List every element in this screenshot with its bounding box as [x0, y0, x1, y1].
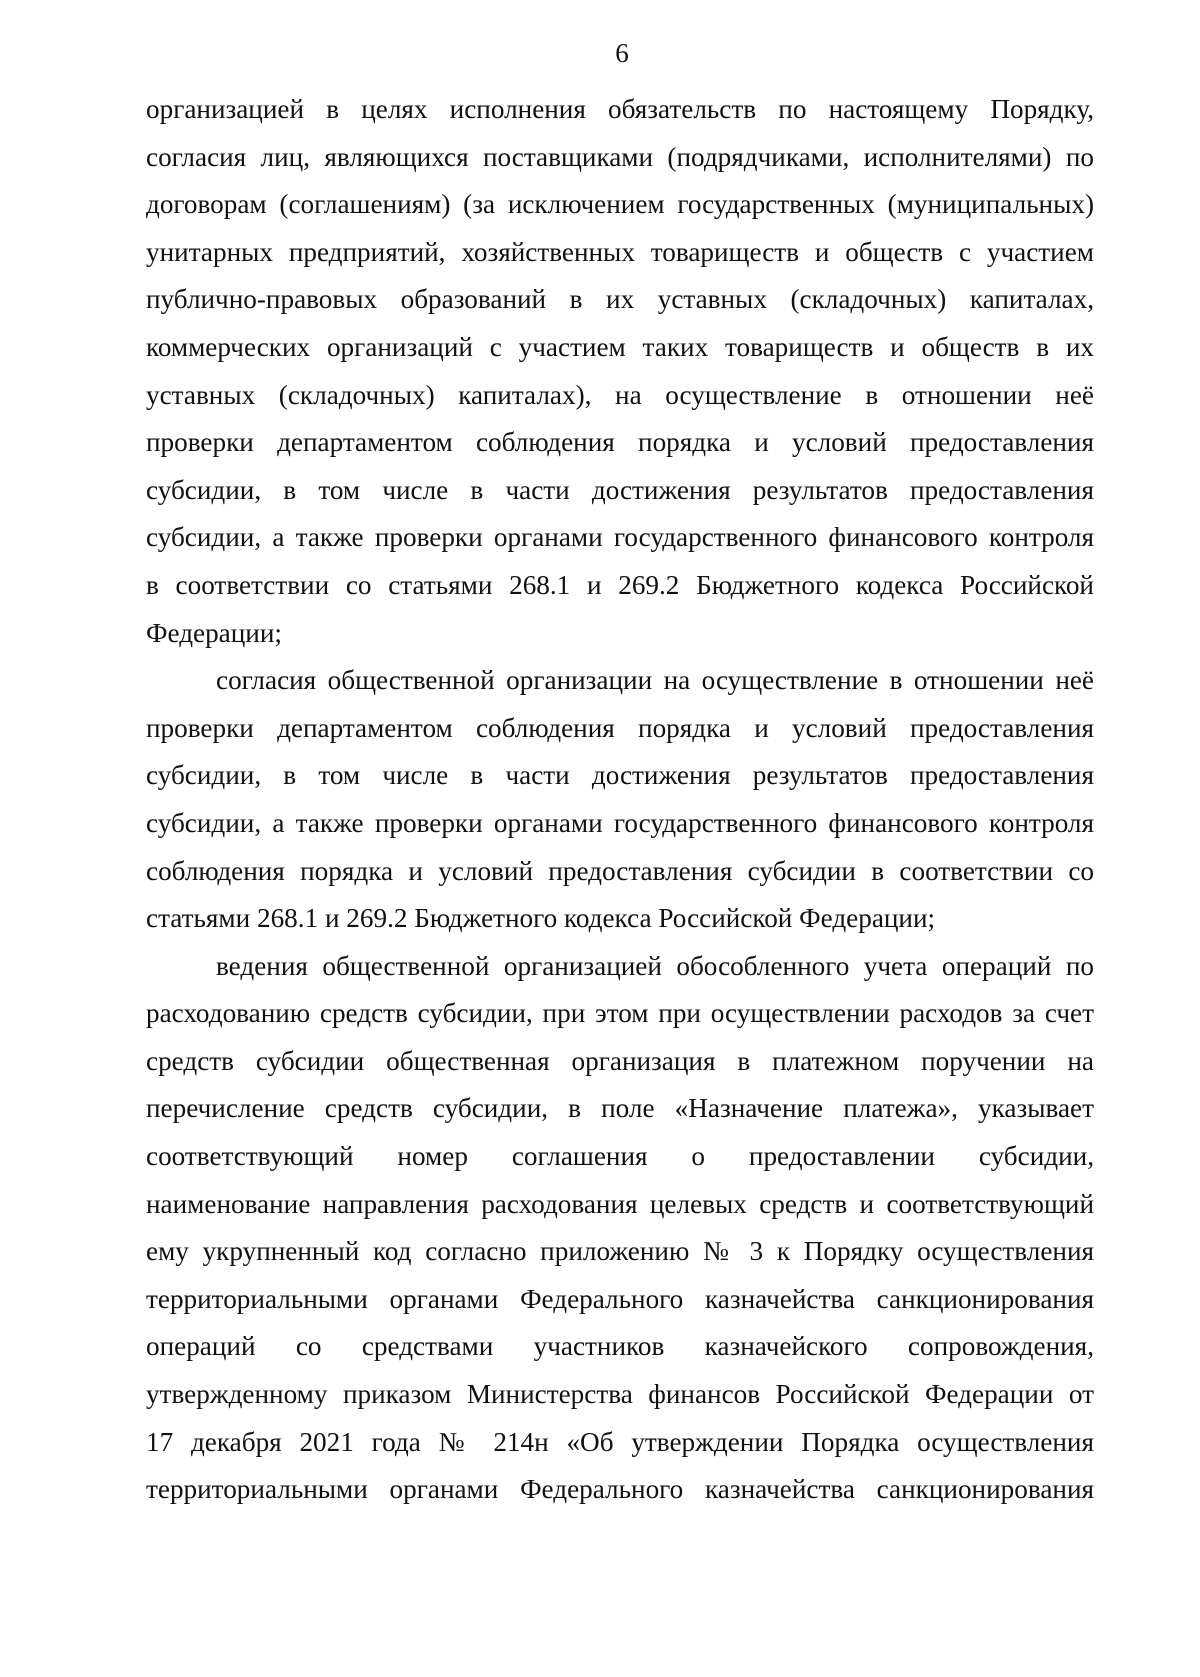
text-line: ведения общественной организацией обособленного учета операций по	[216, 950, 1094, 981]
text-line: договорам (соглашениям) (за исключением государственных (муниципальных)	[146, 189, 1094, 220]
text-line: субсидии, а также проверки органами государственного финансового контроля	[146, 807, 1094, 838]
text-line: в соответствии со статьями 268.1 и 269.2 Бюджетного кодекса Российской	[146, 569, 1094, 600]
text-line: соблюдения порядка и условий предоставления субсидии в соответствии со	[146, 855, 1094, 886]
text-line: субсидии, в том числе в части достижения результатов предоставления	[146, 474, 1094, 505]
text-line: согласия лиц, являющихся поставщиками (подрядчиками, исполнителями) по	[146, 141, 1094, 172]
text-line: субсидии, а также проверки органами государственного финансового контроля	[146, 522, 1094, 553]
text-line: унитарных предприятий, хозяйственных товариществ и обществ с участием	[146, 236, 1094, 267]
text-line: проверки департаментом соблюдения порядка и условий предоставления	[146, 427, 1094, 458]
text-line: 17 декабря 2021 года № 214н «Об утверждении Порядка осуществления	[146, 1426, 1094, 1457]
paragraph	[146, 86, 1094, 657]
document-body	[146, 86, 1094, 1514]
text-line: территориальными органами Федерального казначейства санкционирования	[146, 1283, 1094, 1314]
text-line: проверки департаментом соблюдения порядка и условий предоставления	[146, 712, 1094, 743]
text-line: соответствующий номер соглашения о предоставлении субсидии,	[146, 1141, 1094, 1172]
text-line: организацией в целях исполнения обязательств по настоящему Порядку,	[146, 94, 1094, 124]
page-number: 6	[615, 38, 629, 68]
text-line: статьями 268.1 и 269.2 Бюджетного кодекса Российской Федерации;	[146, 903, 936, 934]
text-line: коммерческих организаций с участием таких товариществ и обществ в их	[146, 331, 1094, 362]
text-line: уставных (складочных) капиталах), на осуществление в отношении неё	[146, 379, 1094, 410]
text-line: наименование направления расходования целевых средств и соответствующий	[146, 1188, 1094, 1219]
text-line: средств субсидии общественная организация в платежном поручении на	[146, 1045, 1094, 1076]
paragraph	[146, 657, 1094, 943]
paragraph	[146, 943, 1094, 1514]
text-line: публично-правовых образований в их уставных (складочных) капиталах,	[146, 284, 1094, 315]
text-line: утвержденному приказом Министерства финансов Российской Федерации от	[146, 1379, 1094, 1410]
text-line: операций со средствами участников казначейского сопровождения,	[146, 1331, 1094, 1362]
text-line: перечисление средств субсидии, в поле «Назначение платежа», указывает	[146, 1093, 1094, 1124]
text-line: ему укрупненный код согласно приложению № 3 к Порядку осуществления	[146, 1236, 1094, 1267]
text-line: Федерации;	[146, 617, 282, 648]
text-line: согласия общественной организации на осуществление в отношении неё	[216, 665, 1094, 696]
text-line: территориальными органами Федерального казначейства санкционирования	[146, 1474, 1094, 1505]
text-line: расходованию средств субсидии, при этом при осуществлении расходов за счет	[146, 998, 1094, 1029]
text-line: субсидии, в том числе в части достижения результатов предоставления	[146, 760, 1094, 791]
